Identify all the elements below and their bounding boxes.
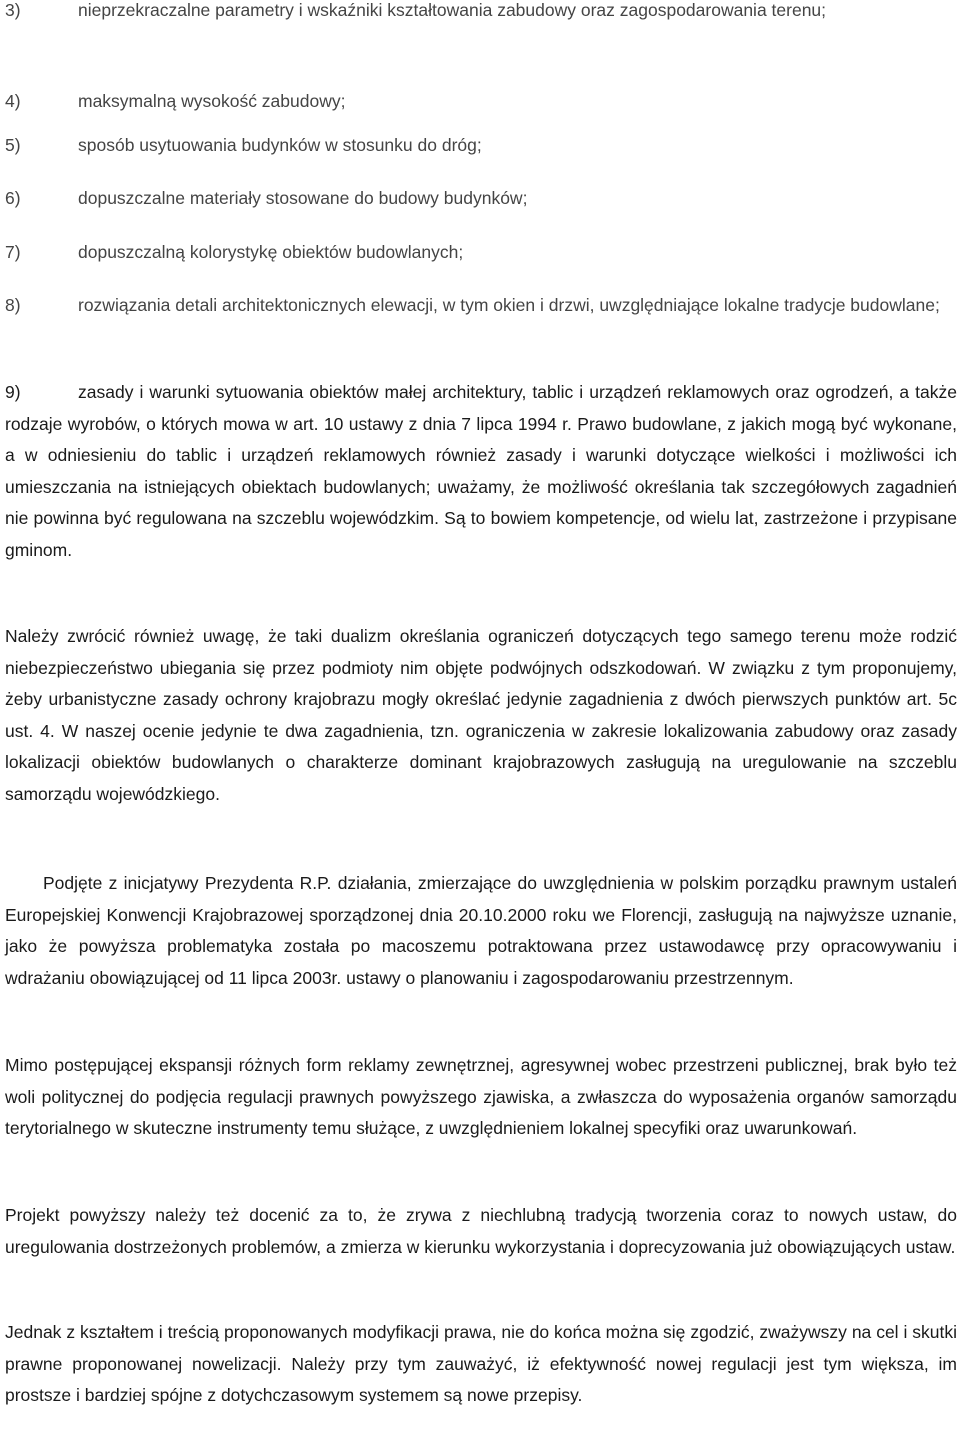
list-text: zasady i warunki sytuowania obiektów małej architektury, tablic i urządzeń reklamowych oraz ogrodzeń, a także rodzaje wyrobów, o których mowa w art. 10 ustawy z dnia 7 lipca 1994 r. Prawo budowlane, z jakich mogą być wykonane, a w odniesieniu do tablic i urządzeń reklamowych również zasady i warunki dotyczące wielkości i możliwości ich umieszczania na istniejących obiektach budowlanych; uważamy, że możliwość określania tak szczegółowych zagadnień nie powinna być regulowana na szczeblu wojewódzkim. Są to bowiem kompetencje, od wielu lat, zastrzeżone i przypisane gminom. — [5, 382, 957, 560]
list-text: dopuszczalną kolorystykę obiektów budowlanych; — [78, 242, 464, 262]
list-number: 4) — [5, 91, 21, 111]
list-text: rozwiązania detali architektonicznych elewacji, w tym okien i drzwi, uwzględniające lokalne tradycje budowlane; — [78, 295, 940, 315]
list-number: 3) — [5, 0, 21, 20]
list-number: 9) — [5, 382, 21, 402]
list-number: 8) — [5, 295, 21, 315]
paragraph-dualism: Należy zwrócić również uwagę, że taki dualizm określania ograniczeń dotyczących tego samego terenu może rodzić niebezpieczeństwo ubiegania się przez podmioty nim objęte podwójnych odszkodowań. W związku z tym proponujemy, żeby urbanistyczne zasady ochrony krajobrazu mogły określać jedynie zagadnienia z dwóch pierwszych punktów art. 5c ust. 4. W naszej ocenie jedynie te dwa zagadnienia, tzn. ograniczenia w zakresie lokalizowania zabudowy oraz zasady lokalizacji obiektów budowlanych o charakterze dominant krajobrazowych zasługują na uregulowanie na szczeblu samorządu wojewódzkiego. — [5, 626, 957, 804]
list-text: nieprzekraczalne parametry i wskaźniki kształtowania zabudowy oraz zagospodarowania terenu; — [78, 0, 827, 20]
paragraph-project-merit: Projekt powyższy należy też docenić za to, że zrywa z niechlubną tradycją tworzenia coraz to nowych ustaw, do uregulowania dostrzeżonych problemów, a zmierza w kierunku wykorzystania i doprecyzowania już obowiązujących ustaw. — [5, 1205, 957, 1257]
list-item-9 — [5, 377, 957, 566]
paragraph-disagreement: Jednak z kształtem i treścią proponowanych modyfikacji prawa, nie do końca można się zgodzić, zważywszy na cel i skutki prawne proponowanej nowelizacji. Należy przy tym zauważyć, iż efektywność nowej regulacji jest tym większa, im prostsze i bardziej spójne z dotychczasowym systemem są nowe przepisy. — [5, 1322, 957, 1405]
list-text: dopuszczalne materiały stosowane do budowy budynków; — [78, 188, 528, 208]
list-number: 5) — [5, 135, 21, 155]
list-text: sposób usytuowania budynków w stosunku do dróg; — [78, 135, 482, 155]
list-text: maksymalną wysokość zabudowy; — [78, 91, 346, 111]
paragraph-president-initiative: Podjęte z inicjatywy Prezydenta R.P. działania, zmierzające do uwzględnienia w polskim porządku prawnym ustaleń Europejskiej Konwencji Krajobrazowej sporządzonej dnia 20.10.2000 roku we Florencji, zasługują na najwyższe uznanie, jako że powyższa problematyka została po macoszemu potraktowana przez ustawodawcę przy opracowywaniu i wdrażaniu obowiązującej od 11 lipca 2003r. ustawy o planowaniu i zagospodarowaniu przestrzennym. — [5, 873, 957, 988]
paragraph-advertising: Mimo postępującej ekspansji różnych form reklamy zewnętrznej, agresywnej wobec przestrzeni publicznej, brak było też woli politycznej do podjęcia regulacji prawnych powyższego zjawiska, a zwłaszcza do wyposażenia organów samorządu terytorialnego w skuteczne instrumenty temu służące, z uwzględnieniem lokalnej specyfiki oraz uwarunkowań. — [5, 1055, 957, 1138]
list-number: 6) — [5, 188, 21, 208]
list-number: 7) — [5, 242, 21, 262]
